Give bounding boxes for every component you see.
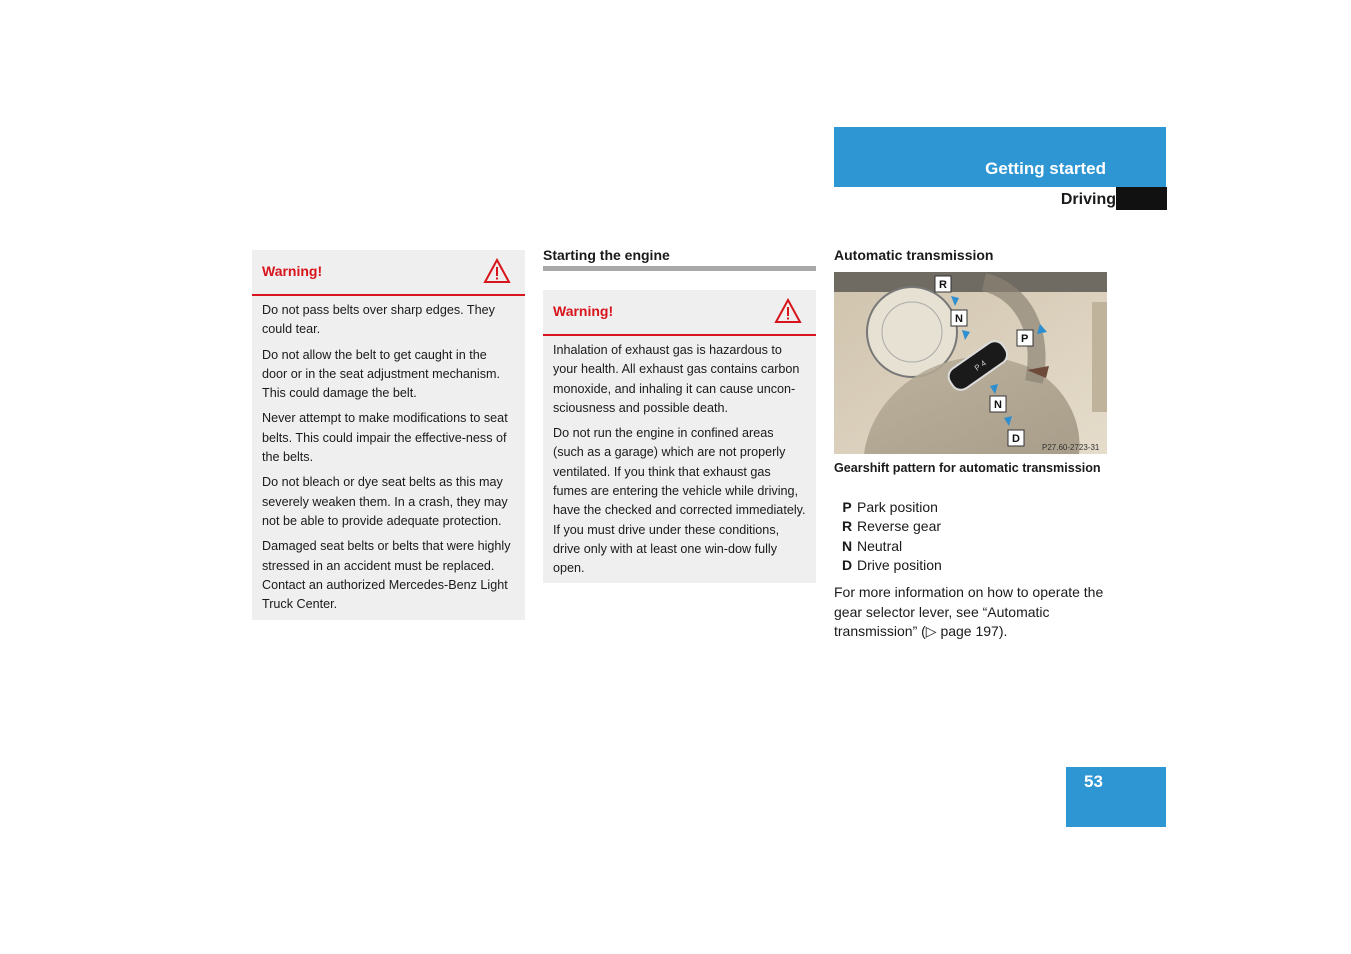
- warning-paragraph: Do not allow the belt to get caught in the door or in the seat adjustment mechanism. This could damage the belt.: [262, 347, 501, 401]
- chapter-title: Getting started: [985, 159, 1106, 178]
- legend-key: D: [841, 556, 853, 573]
- legend-text: Drive position: [857, 556, 942, 573]
- legend-item: [840, 537, 942, 556]
- warning-paragraph: Damaged seat belts or belts that were highly stressed in an accident must be replaced. Contact an authorized Mercedes-Benz Light Truck Center.: [262, 539, 511, 612]
- warning-triangle-icon: [483, 258, 511, 284]
- exhaust-warning-box: [543, 290, 816, 583]
- legend-item: [840, 517, 942, 536]
- warning-paragraph: Do not pass belts over sharp edges. They could tear.: [262, 303, 495, 337]
- legend-key: R: [841, 518, 853, 535]
- chapter-header: [834, 127, 1166, 187]
- warning-title: Warning!: [262, 263, 323, 279]
- gear-label-d: D: [1012, 433, 1020, 445]
- gear-label-n: N: [955, 313, 963, 325]
- legend-text: Reverse gear: [857, 518, 942, 535]
- gear-legend: [840, 498, 942, 575]
- warning-header: [543, 290, 816, 336]
- page-number: 53: [1084, 772, 1103, 791]
- warning-title: Warning!: [553, 303, 614, 319]
- lever-text: P 4: [972, 358, 988, 373]
- warning-paragraph: Do not run the engine in confined areas (such as a garage) which are not properly ventilated. If you think that exhaust gas fumes are entering the vehicle while driving, have the checked and corrected immediately. If you must drive under these conditions, drive only with at least one win-dow fully open.: [553, 426, 806, 576]
- legend-item: [840, 556, 942, 575]
- legend-item: [840, 498, 942, 517]
- page-number-box: [1066, 767, 1166, 827]
- figure-caption: Gearshift pattern for automatic transmission: [834, 461, 1101, 475]
- starting-engine-heading: Starting the engine: [543, 247, 670, 263]
- warning-triangle-icon: [774, 298, 802, 324]
- seatbelt-warning-box: [252, 250, 525, 620]
- more-info-text: For more information on how to operate the gear selector lever, see “Automatic transmission” (▷ page 197).: [834, 584, 1104, 639]
- automatic-transmission-heading: Automatic transmission: [834, 247, 994, 263]
- legend-key: N: [841, 537, 853, 554]
- legend-key: P: [842, 499, 852, 515]
- warning-paragraph: Inhalation of exhaust gas is hazardous to your health. All exhaust gas contains carbon monoxide, and inhaling it can cause uncon-sciousness and possible death.: [553, 343, 800, 415]
- gear-label-r: R: [939, 279, 947, 291]
- section-marker: [1116, 187, 1167, 210]
- gear-label-n2: N: [994, 399, 1002, 411]
- legend-text: Neutral: [857, 537, 903, 554]
- heading-rule: [543, 266, 816, 271]
- warning-paragraph: Never attempt to make modifications to seat belts. This could impair the effective-ness of the belts.: [262, 411, 508, 465]
- gearshift-illustration: [834, 272, 1107, 454]
- warning-paragraph: Do not bleach or dye seat belts as this may severely weaken them. In a crash, they may not be able to provide adequate protection.: [262, 475, 508, 528]
- gearshift-photo: [834, 272, 1107, 454]
- gear-label-p: P: [1021, 333, 1029, 345]
- figure-code: P27.60-2723-31: [1042, 443, 1100, 452]
- section-title: Driving: [1060, 191, 1116, 208]
- legend-text: Park position: [857, 499, 938, 515]
- warning-header: [252, 250, 525, 296]
